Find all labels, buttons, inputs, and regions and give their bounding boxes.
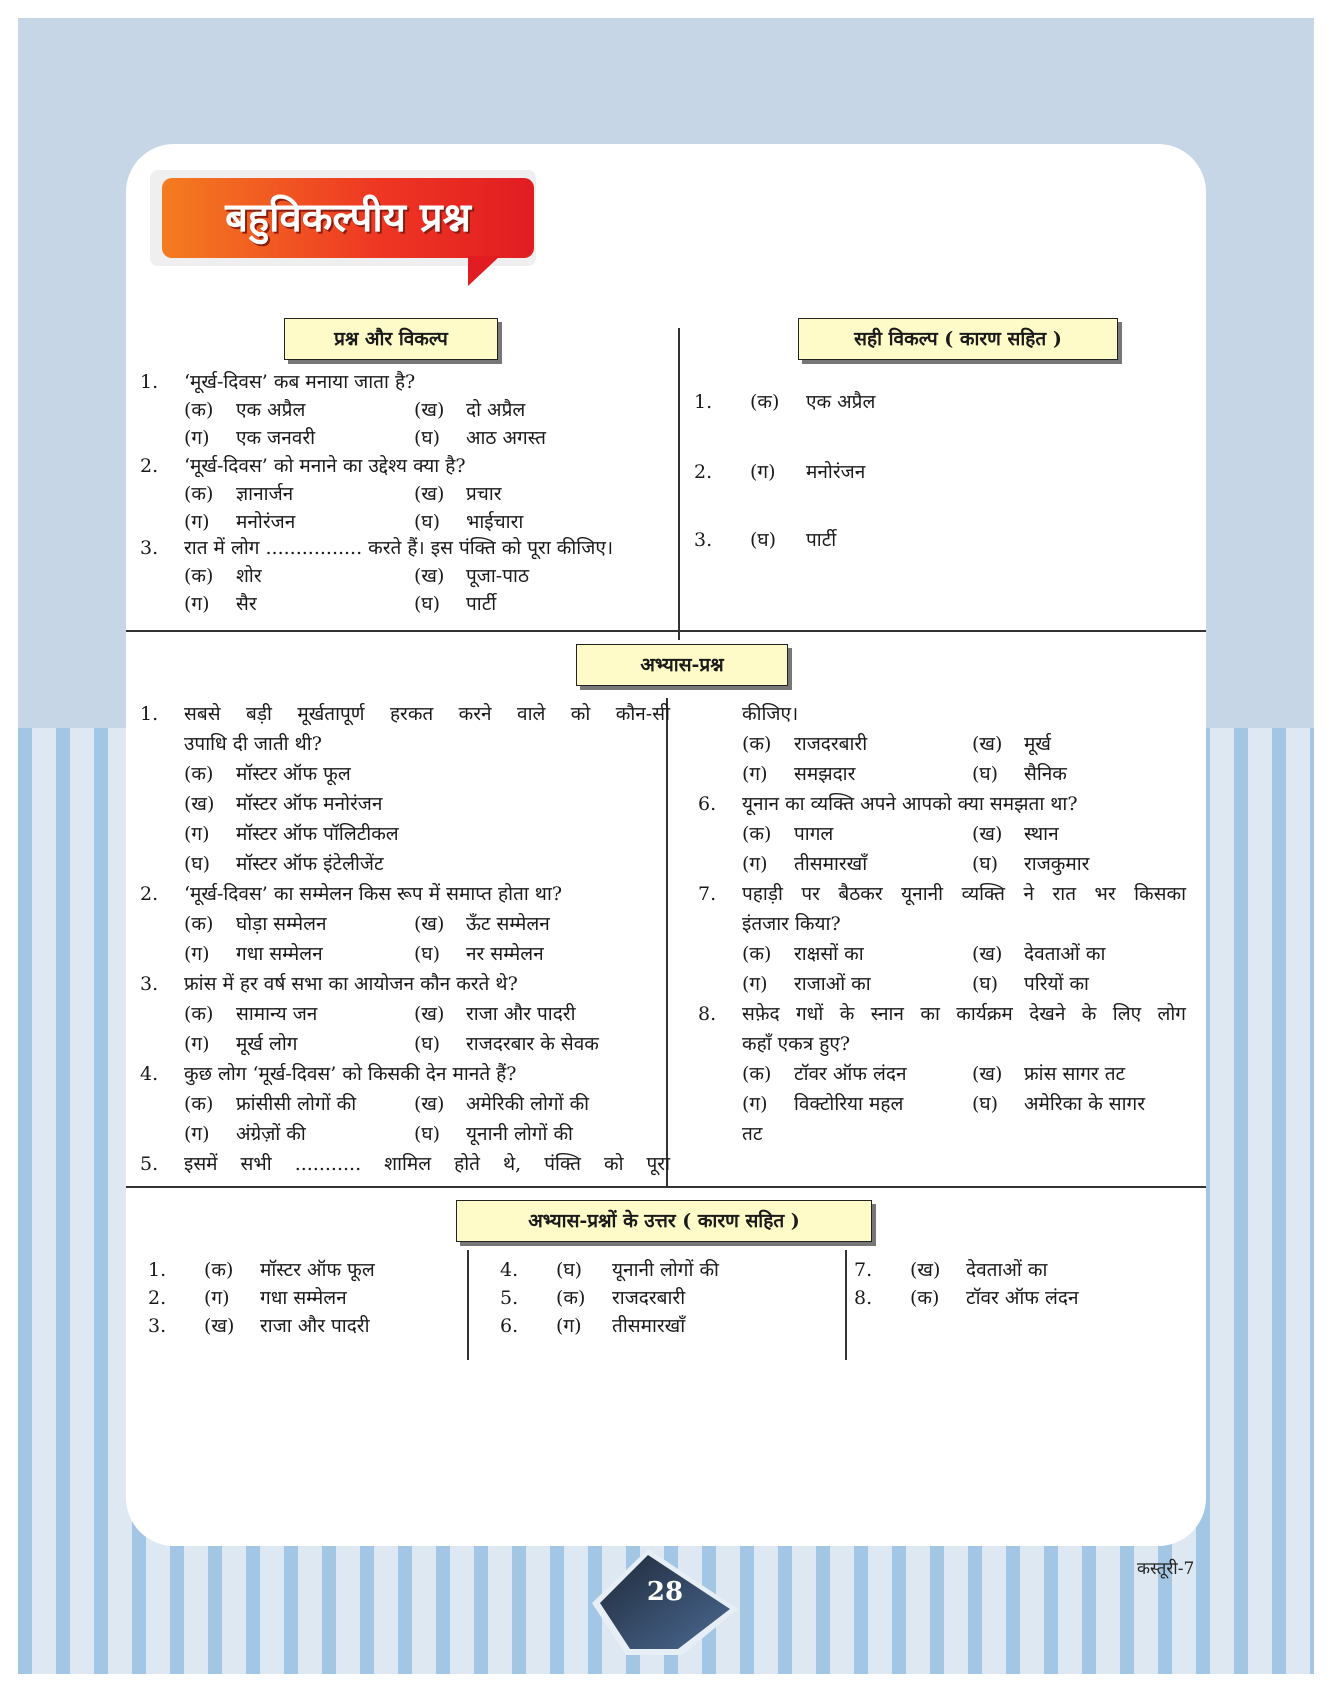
option: (ख) मॉस्टर ऑफ मनोरंजन <box>184 793 383 815</box>
practice-answers-heading: अभ्यास-प्रश्नों के उत्तर ( कारण सहित ) <box>456 1200 872 1242</box>
mcq-heading: प्रश्न और विकल्प <box>284 318 498 360</box>
option: (क) राक्षसों का <box>742 943 864 965</box>
option: (ग) मॉस्टर ऑफ पॉलिटीकल <box>184 823 399 845</box>
option: (ग) विक्टोरिया महल <box>742 1093 904 1115</box>
option: (ग) गधा सम्मेलन <box>184 943 323 965</box>
mcq-answer: 3. (घ) पार्टी <box>694 529 837 551</box>
option: (ख) देवताओं का <box>972 943 1106 965</box>
option: (क) टॉवर ऑफ लंदन <box>742 1063 907 1085</box>
option: (ख) दो अप्रैल <box>414 399 526 421</box>
option: (घ) नर सम्मेलन <box>414 943 544 965</box>
option: (क) पागल <box>742 823 834 845</box>
banner-title: बहुविकल्पीय प्रश्न <box>225 194 471 241</box>
mcq-answer: 1. (क) एक अप्रैल <box>694 391 876 413</box>
option: (घ) यूनानी लोगों की <box>414 1123 573 1145</box>
option: (ग) सैर <box>184 593 257 615</box>
option: (क) एक अप्रैल <box>184 399 306 421</box>
practice-answer: 8. (क) टॉवर ऑफ लंदन <box>854 1287 1079 1309</box>
option: (ख) पूजा-पाठ <box>414 565 529 587</box>
option: (घ) राजदरबार के सेवक <box>414 1033 599 1055</box>
practice-answer: 7. (ख) देवताओं का <box>854 1259 1048 1281</box>
option: (क) ज्ञानार्जन <box>184 483 294 505</box>
page-number-badge <box>590 1545 740 1657</box>
question-continuation: कीजिए। <box>742 703 799 725</box>
practice-answer: 3. (ख) राजा और पादरी <box>148 1315 370 1337</box>
option: (ग) समझदार <box>742 763 856 785</box>
mcq-answer: 2. (ग) मनोरंजन <box>694 461 866 483</box>
divider-horizontal <box>126 1186 1206 1188</box>
section-banner <box>150 170 550 298</box>
option-wrap: तट <box>742 1123 763 1145</box>
option: (घ) भाईचारा <box>414 511 524 533</box>
practice-answer: 1. (क) मॉस्टर ऑफ फूल <box>148 1259 375 1281</box>
option: (घ) परियों का <box>972 973 1089 995</box>
option: (ख) मूर्ख <box>972 733 1051 755</box>
option: (ग) अंग्रेज़ों की <box>184 1123 306 1145</box>
option: (क) राजदरबारी <box>742 733 868 755</box>
divider-vertical <box>467 1250 469 1360</box>
practice-answer: 6. (ग) तीसमारखाँ <box>500 1315 686 1337</box>
option: (ग) तीसमारखाँ <box>742 853 868 875</box>
option: (घ) सैनिक <box>972 763 1067 785</box>
divider-horizontal <box>126 630 1206 632</box>
divider-vertical <box>678 328 680 640</box>
option: (ख) प्रचार <box>414 483 502 505</box>
practice-answer: 2. (ग) गधा सम्मेलन <box>148 1287 347 1309</box>
option: (ख) अमेरिकी लोगों की <box>414 1093 590 1115</box>
option: (घ) राजकुमार <box>972 853 1090 875</box>
option: (घ) पार्टी <box>414 593 497 615</box>
option: (ग) मूर्ख लोग <box>184 1033 298 1055</box>
option: (क) शोर <box>184 565 262 587</box>
option: (ग) एक जनवरी <box>184 427 316 449</box>
option: (घ) मॉस्टर ऑफ इंटेलीजेंट <box>184 853 384 875</box>
option: (ख) स्थान <box>972 823 1059 845</box>
option: (ख) फ्रांस सागर तट <box>972 1063 1126 1085</box>
page-number: 28 <box>646 1577 684 1607</box>
divider-vertical <box>666 698 668 1186</box>
option: (क) फ्रांसीसी लोगों की <box>184 1093 357 1115</box>
mcq-answers-heading: सही विकल्प ( कारण सहित ) <box>798 318 1118 360</box>
option: (ग) राजाओं का <box>742 973 871 995</box>
speech-bubble-tail <box>468 256 500 286</box>
option: (घ) अमेरिका के सागर <box>972 1093 1145 1115</box>
practice-heading: अभ्यास-प्रश्न <box>576 644 788 686</box>
option: (क) घोड़ा सम्मेलन <box>184 913 327 935</box>
option: (क) मॉस्टर ऑफ फूल <box>184 763 351 785</box>
option: (घ) आठ अगस्त <box>414 427 546 449</box>
practice-answer: 5. (क) राजदरबारी <box>500 1287 686 1309</box>
book-label: कस्तूरी-7 <box>1137 1559 1195 1579</box>
practice-answer: 4. (घ) यूनानी लोगों की <box>500 1259 719 1281</box>
option: (ग) मनोरंजन <box>184 511 296 533</box>
divider-vertical <box>845 1250 847 1360</box>
option: (ख) राजा और पादरी <box>414 1003 576 1025</box>
option: (ख) ऊँट सम्मेलन <box>414 913 550 935</box>
option: (क) सामान्य जन <box>184 1003 318 1025</box>
